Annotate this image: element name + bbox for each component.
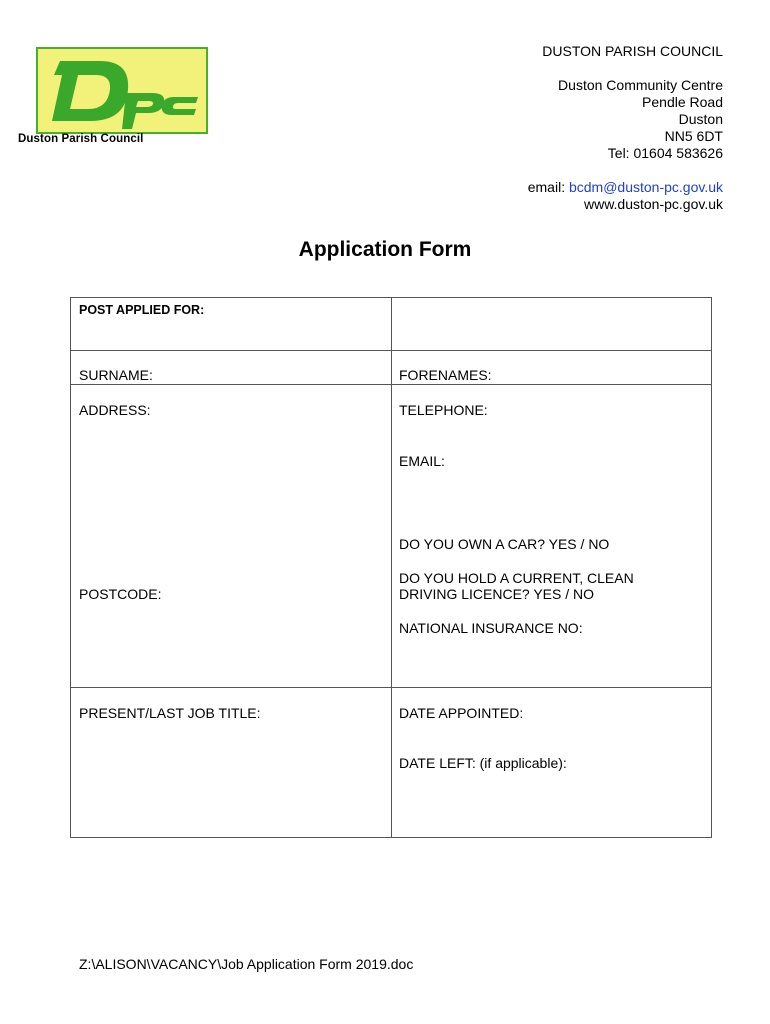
row-divider <box>71 687 711 688</box>
page-title: Application Form <box>298 238 472 261</box>
address-line: Duston <box>678 111 723 127</box>
email-link[interactable]: bcdm@duston-pc.gov.uk <box>568 179 723 195</box>
licence-question-line1: DO YOU HOLD A CURRENT, CLEAN <box>399 570 634 586</box>
email-label: email: <box>527 179 569 195</box>
email-line <box>528 179 723 196</box>
address-line: NN5 6DT <box>664 128 723 144</box>
email-field-label: EMAIL: <box>399 453 445 469</box>
date-appointed-label: DATE APPOINTED: <box>399 705 524 721</box>
address-line: Pendle Road <box>642 94 723 110</box>
own-car-question: DO YOU OWN A CAR? YES / NO <box>399 536 610 552</box>
address-label: ADDRESS: <box>79 402 151 418</box>
ni-number-label: NATIONAL INSURANCE NO: <box>399 620 583 636</box>
application-form-table <box>70 297 712 838</box>
telephone-line: Tel: 01604 583626 <box>607 145 723 161</box>
address-line: Duston Community Centre <box>558 77 723 93</box>
postcode-label: POSTCODE: <box>79 586 162 602</box>
post-applied-label: POST APPLIED FOR: <box>79 303 205 317</box>
website-link[interactable]: www.duston-pc.gov.uk <box>583 196 723 212</box>
council-address-block <box>528 43 723 213</box>
council-logo <box>36 47 208 134</box>
council-name: DUSTON PARISH COUNCIL <box>542 43 723 59</box>
file-path-footer: Z:\ALISON\VACANCY\Job Application Form 2019.doc <box>79 956 414 972</box>
row-divider <box>71 384 711 385</box>
row-divider <box>71 350 711 351</box>
job-title-label: PRESENT/LAST JOB TITLE: <box>79 705 261 721</box>
surname-label: SURNAME: <box>79 367 153 383</box>
licence-question-line2: DRIVING LICENCE? YES / NO <box>399 586 595 602</box>
telephone-label: TELEPHONE: <box>399 402 488 418</box>
column-divider <box>391 298 392 837</box>
forenames-label: FORENAMES: <box>399 367 492 383</box>
date-left-label: DATE LEFT: (if applicable): <box>399 755 567 771</box>
dpc-logo-mark <box>38 49 206 132</box>
logo-caption: Duston Parish Council <box>18 133 144 145</box>
